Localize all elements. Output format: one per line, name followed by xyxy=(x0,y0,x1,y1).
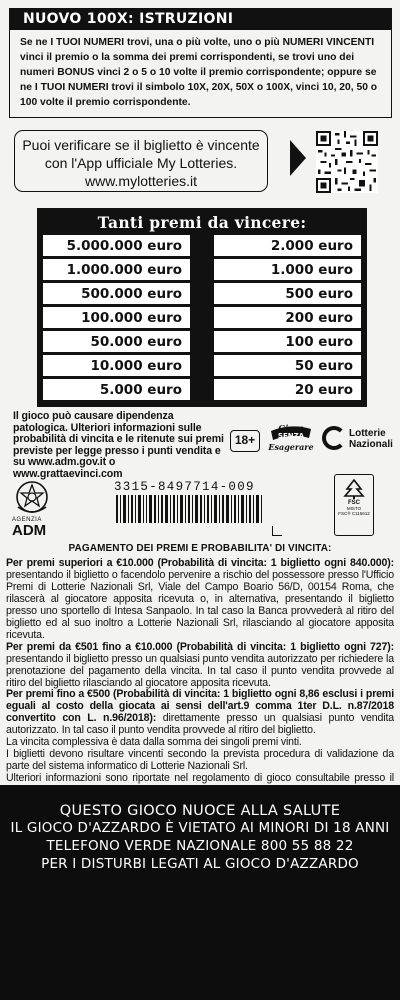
senza-word: SENZA xyxy=(277,432,305,440)
fsc-tree-icon xyxy=(341,478,367,500)
barcode xyxy=(115,495,263,523)
prize-cell: 20 euro xyxy=(214,379,361,400)
arrow-right-icon xyxy=(290,140,306,176)
prize-grid xyxy=(43,235,361,400)
prize-cell: 200 euro xyxy=(214,307,361,328)
health-warning-footer xyxy=(0,785,400,1000)
lotterie-word: Lotterie xyxy=(349,428,386,439)
prize-cell: 1.000 euro xyxy=(214,259,361,280)
prize-cell: 100.000 euro xyxy=(43,307,190,328)
prize-cell: 1.000.000 euro xyxy=(43,259,190,280)
corner-mark xyxy=(272,526,282,536)
prize-cell: 5.000 euro xyxy=(43,379,190,400)
payment-paragraph: I biglietti devono risultare vincenti secondo la prevista procedura di validazione da parte del sistema informatico di Lotterie Nazionali Srl. xyxy=(6,748,394,773)
adm-logo-text: ADM xyxy=(12,522,47,539)
qr-code-icon[interactable] xyxy=(316,131,378,193)
game-rules: Se ne I TUOI NUMERI trovi, una o più volte, uno o più NUMERI VINCENTI vinci il premio o la somma dei premi corrispondenti, se trovi uno dei numeri BONUS vinci 2 o 5 o 10 volte il premio corrispondente; oppure se ne I TUOI NUMERI trovi il simbolo 10X, 20X, 50X o 100X, vinci 10, 20, 50 o 100 volte il premio corrispondente. xyxy=(9,30,392,118)
app-check-line2: con l'App ufficiale My Lotteries. xyxy=(44,155,238,171)
prize-cell: 5.000.000 euro xyxy=(43,235,190,256)
prize-table-title: Tanti premi da vincere: xyxy=(97,213,307,232)
prize-cell: 100 euro xyxy=(214,331,361,352)
nazionali-word: Nazionali xyxy=(349,439,393,450)
payment-paragraph xyxy=(6,642,394,690)
addiction-warning: Il gioco può causare dipendenza patologica. Ulteriori informazioni sulle probabilità di vincita e le ritenute sui premi previste per legge presso i punti vendita e su www.adm.gov.it o www.grattaevinci.com xyxy=(13,410,224,480)
app-check-box xyxy=(14,130,268,192)
footer-line: QUESTO GIOCO NUOCE ALLA SALUTE xyxy=(59,803,341,819)
footer-line: IL GIOCO D'AZZARDO È VIETATO AI MINORI DI 18 ANNI xyxy=(10,820,390,836)
prize-cell: 50 euro xyxy=(214,355,361,376)
payment-paragraph xyxy=(6,558,394,642)
age-18-badge: 18+ xyxy=(230,430,260,452)
payment-body xyxy=(6,558,394,809)
lotterie-nazionali-logo xyxy=(322,424,394,454)
footer-line: TELEFONO VERDE NAZIONALE 800 55 88 22 xyxy=(46,838,354,854)
fsc-code: FSC® C115612 xyxy=(338,511,370,516)
prize-cell: 500 euro xyxy=(214,283,361,304)
payment-paragraph: La vincita complessiva è data dalla somma dei singoli premi vinti. xyxy=(6,736,302,749)
gioca-senza-esagerare-logo xyxy=(268,422,314,456)
payment-paragraph: Ulteriori informazioni sono riportate nel regolamento di gioco consultabile presso il xyxy=(6,772,394,785)
payment-paragraph xyxy=(6,689,394,737)
payment-tier-text: presentando il biglietto presso un qualsiasi punto vendita autorizzato per richiedere la prenotazione del pagamento della vincita. In tal caso il punto vendita provvede al ritiro del biglietto rilasciando al giocatore apposita ricevuta. xyxy=(6,652,394,689)
prize-cell: 10.000 euro xyxy=(43,355,190,376)
fsc-mix: MISTO xyxy=(346,506,362,511)
agency-label: AGENZIA xyxy=(12,517,42,523)
payment-tier-text: presentando il biglietto o facendolo pervenire a rischio del possessore presso l'Ufficio Premi di Lotterie Nazionali Srl, Viale del Campo Boario 56/D, 00154 Roma, che rilascerà al giocatore apposita ricevuta o, in alternativa, presentando il biglietto presso uno sportello di Intesa Sanpaolo. In tal caso la Banca provvederà al ritiro del biglietto ed al suo inoltro a Lotterie Nazionali Srl, rilasciando al giocatore apposita ricevuta. xyxy=(6,568,394,641)
prize-cell: 50.000 euro xyxy=(43,331,190,352)
app-check-url[interactable]: www.mylotteries.it xyxy=(84,173,198,189)
prize-cell: 500.000 euro xyxy=(43,283,190,304)
gioca-word: Gioca xyxy=(278,423,304,433)
esagerare-word: Esagerare xyxy=(268,442,314,452)
footer-line: PER I DISTURBI LEGATI AL GIOCO D'AZZARDO xyxy=(41,856,359,872)
ticket-code: 3315-8497714-009 xyxy=(114,480,255,494)
payment-tier-text: direttamente presso un qualsiasi punto vendita autorizzato. In tal caso il punto vendita provvede al ritiro del biglietto. xyxy=(6,712,394,737)
payment-tier-heading: Per premi superiori a €10.000 (Probabilità di vincita: 1 biglietto ogni 840.000): xyxy=(6,557,394,569)
payment-tier-heading: Per premi fino a €500 (Probabilità di vincita: 1 biglietto ogni 8,86 esclusi i premi eguali al costo della giocata ai sensi dell'art.9 comma 1ter D.L. n.87/2018 convertito con L. n.96/2018): xyxy=(6,688,394,725)
app-check-line1: Puoi verificare se il biglietto è vincente xyxy=(22,137,260,153)
lotterie-c-icon xyxy=(322,426,346,450)
prize-cell: 2.000 euro xyxy=(214,235,361,256)
instructions-header: NUOVO 100X: ISTRUZIONI xyxy=(9,8,392,30)
fsc-label: FSC xyxy=(348,500,360,506)
prize-table xyxy=(37,208,367,407)
payment-title: PAGAMENTO DEI PREMI E PROBABILITA' DI VINCITA: xyxy=(68,543,332,554)
payment-tier-heading: Per premi da €501 fino a €10.000 (Probabilità di vincita: 1 biglietto ogni 727): xyxy=(6,640,394,653)
fsc-logo xyxy=(334,474,374,536)
